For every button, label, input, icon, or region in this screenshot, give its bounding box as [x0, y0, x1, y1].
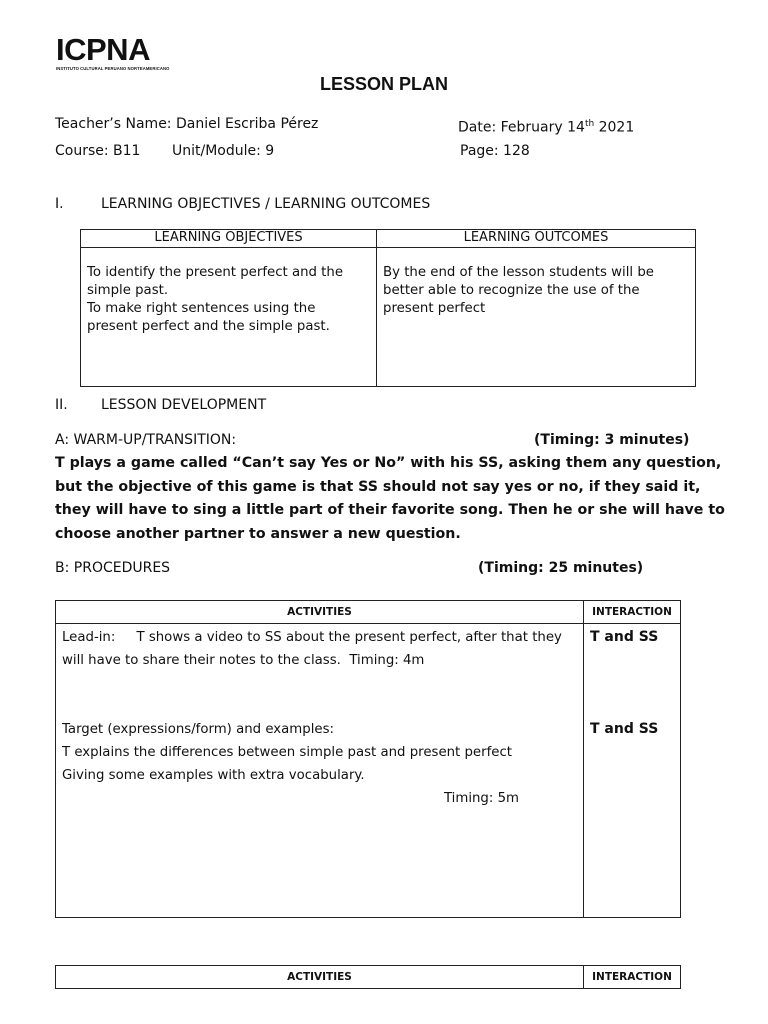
warmup-description: T plays a game called “Can’t say Yes or No” with his SS, asking them any question, but the objective of this game is that SS should not say yes or no, if they said it, they will have to sing a little part of their favorite song. Then he or she will have to choose another partner to answer a new question. [55, 455, 725, 542]
leadin-line: will have to share their notes to the class. Timing: 4m [62, 653, 425, 668]
activities-cell [56, 624, 584, 918]
logo-subtitle: INSTITUTO CULTURAL PERUANO NORTEAMERICANO [56, 66, 170, 71]
section-2-number: II. [55, 397, 68, 413]
leadin-interaction: T and SS [590, 629, 659, 645]
target-line: Giving some examples with extra vocabulary. [62, 768, 365, 783]
procedures-timing: (Timing: 25 minutes) [478, 560, 644, 576]
section-1-number: I. [55, 196, 64, 212]
lesson-date: Date: February 14th 2021 [458, 119, 635, 136]
page-number: Page: 128 [460, 143, 530, 159]
objectives-table [80, 229, 696, 387]
outcomes-header: LEARNING OUTCOMES [377, 230, 696, 248]
section-2-title: LESSON DEVELOPMENT [101, 397, 267, 413]
unit-module: Unit/Module: 9 [172, 143, 275, 159]
target-line: Target (expressions/form) and examples: [62, 722, 334, 737]
interaction-cell [584, 624, 681, 918]
procedures-label: B: PROCEDURES [55, 560, 171, 576]
warmup-label: A: WARM-UP/TRANSITION: [55, 432, 237, 448]
section-1-title: LEARNING OBJECTIVES / LEARNING OUTCOMES [101, 196, 431, 212]
target-timing: Timing: 5m [443, 791, 519, 806]
activities-table [55, 600, 681, 918]
interaction-header-2: INTERACTION [584, 966, 681, 989]
icpna-logo [56, 34, 176, 74]
activities-header-2: ACTIVITIES [56, 966, 584, 989]
activities-header: ACTIVITIES [56, 601, 584, 624]
target-interaction: T and SS [590, 721, 659, 737]
warmup-timing: (Timing: 3 minutes) [534, 432, 690, 448]
interaction-header: INTERACTION [584, 601, 681, 624]
objectives-header: LEARNING OBJECTIVES [81, 230, 377, 248]
page-title: LESSON PLAN [319, 74, 448, 94]
teacher-name: Teacher’s Name: Daniel Escriba Pérez [55, 116, 319, 132]
activities-table-2 [55, 965, 681, 989]
outcomes-cell: By the end of the lesson students will be better able to recognize the use of the present perfect [377, 248, 696, 387]
objectives-cell: To identify the present perfect and the simple past. To make right sentences using the present perfect and the simple past. [81, 248, 377, 387]
logo-wordmark: ICPNA [56, 32, 150, 67]
target-line: T explains the differences between simple past and present perfect [62, 745, 512, 760]
leadin-line: Lead-in: T shows a video to SS about the present perfect, after that they [62, 630, 562, 645]
course: Course: B11 [55, 143, 141, 159]
